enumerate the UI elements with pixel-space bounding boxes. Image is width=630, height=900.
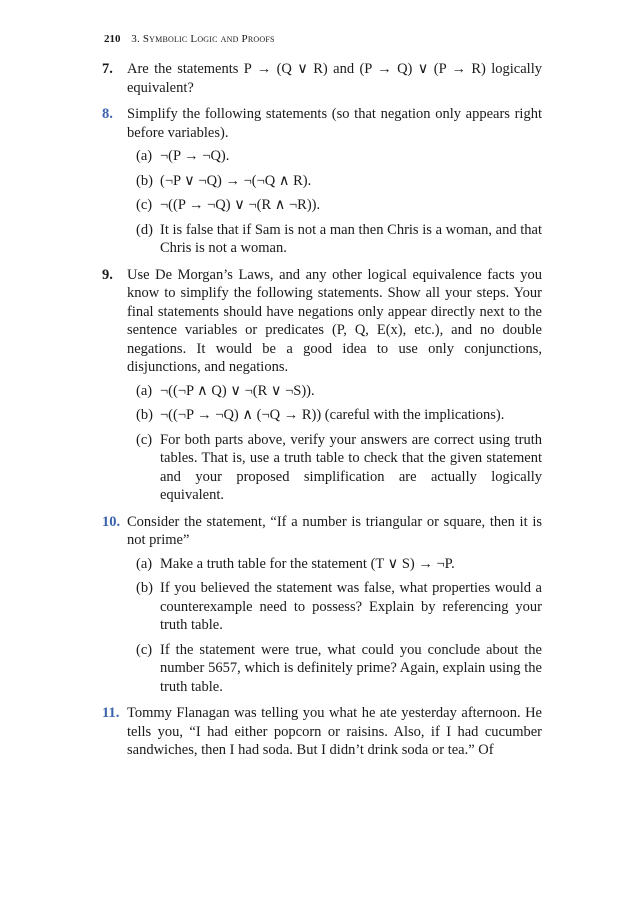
exercise-list [102,60,542,768]
exercise-number: 9. [102,266,113,283]
exercise-10 [102,513,542,697]
part-text: It is false that if Sam is not a man then Chris is a woman, and that Chris is not a woman. [160,221,542,256]
part-text: ¬(P → ¬Q). [160,148,230,164]
part-text: Make a truth table for the statement (T ∨ S) → ¬P. [160,555,455,572]
page-number: 210 [104,33,121,45]
exercise-9 [102,266,542,505]
exercise-part [127,221,542,258]
part-label: (a) [136,148,153,164]
exercise-number-link[interactable]: 10. [102,513,121,530]
exercise-text: Use De Morgan’s Laws, and any other logical equivalence facts you know to simplify the following statements. Show all your steps. Your final statements should have negations only appear directly next to the sentence variables or predicates (P, Q, E(x), etc.), and no double negations. It would be a good idea to use only conjunctions, disjunctions, and negations. [127,266,542,375]
exercise-part [127,196,542,215]
exercise-8 [102,105,542,258]
part-label: (d) [136,221,153,238]
exercise-part [127,382,542,401]
exercise-text: Are the statements P → (Q ∨ R) and (P → Q) ∨ (P → R) logically equivalent? [127,61,542,96]
part-label: (c) [136,197,153,213]
part-text: ¬((¬P ∧ Q) ∨ ¬(R ∨ ¬S)). [160,382,315,399]
exercise-text: Simplify the following statements (so that negation only appears right before variables). [127,106,542,141]
part-text: ¬((¬P → ¬Q) ∧ (¬Q → R)) (careful with the implications). [160,407,505,423]
exercise-11 [102,704,542,760]
chapter-title: 3. Symbolic Logic and Proofs [131,33,275,45]
exercise-part [127,172,542,191]
part-label: (b) [136,580,153,596]
exercise-part [127,431,542,505]
part-label: (c) [136,431,153,448]
exercise-number-link[interactable]: 11. [102,705,120,721]
running-header [104,33,275,45]
exercise-part [127,147,542,166]
part-text: If the statement were true, what could you conclude about the number 5657, which is definitely prime? Again, explain using the truth table. [160,641,542,695]
exercise-number-link[interactable]: 8. [102,106,113,122]
part-label: (a) [136,555,153,572]
exercise-part [127,555,542,574]
exercise-number: 7. [102,61,113,77]
exercise-7 [102,60,542,97]
exercise-text: Consider the statement, “If a number is triangular or square, then it is not prime” [127,513,542,548]
exercise-parts [127,555,542,697]
exercise-parts [127,382,542,505]
exercise-part [127,406,542,425]
part-label: (b) [136,172,153,189]
part-label: (c) [136,641,153,658]
part-text: (¬P ∨ ¬Q) → ¬(¬Q ∧ R). [160,172,312,189]
exercise-text: Tommy Flanagan was telling you what he ate yesterday afternoon. He tells you, “I had either popcorn or raisins. Also, if I had cucumber sandwiches, then I had soda. But I didn’t drink soda or tea.” Of [127,705,542,758]
exercise-parts [127,147,542,258]
part-text: ¬((P → ¬Q) ∨ ¬(R ∧ ¬R)). [160,197,321,213]
exercise-part [127,579,542,635]
part-text: If you believed the statement was false, what properties would a counterexample need to possess? Explain by referencing your truth table. [160,580,542,633]
part-label: (b) [136,407,153,423]
exercise-part [127,641,542,697]
part-label: (a) [136,382,153,399]
part-text: For both parts above, verify your answers are correct using truth tables. That is, use a truth table to check that the given statement and your proposed simplification are actually logically equivalent. [160,431,542,503]
